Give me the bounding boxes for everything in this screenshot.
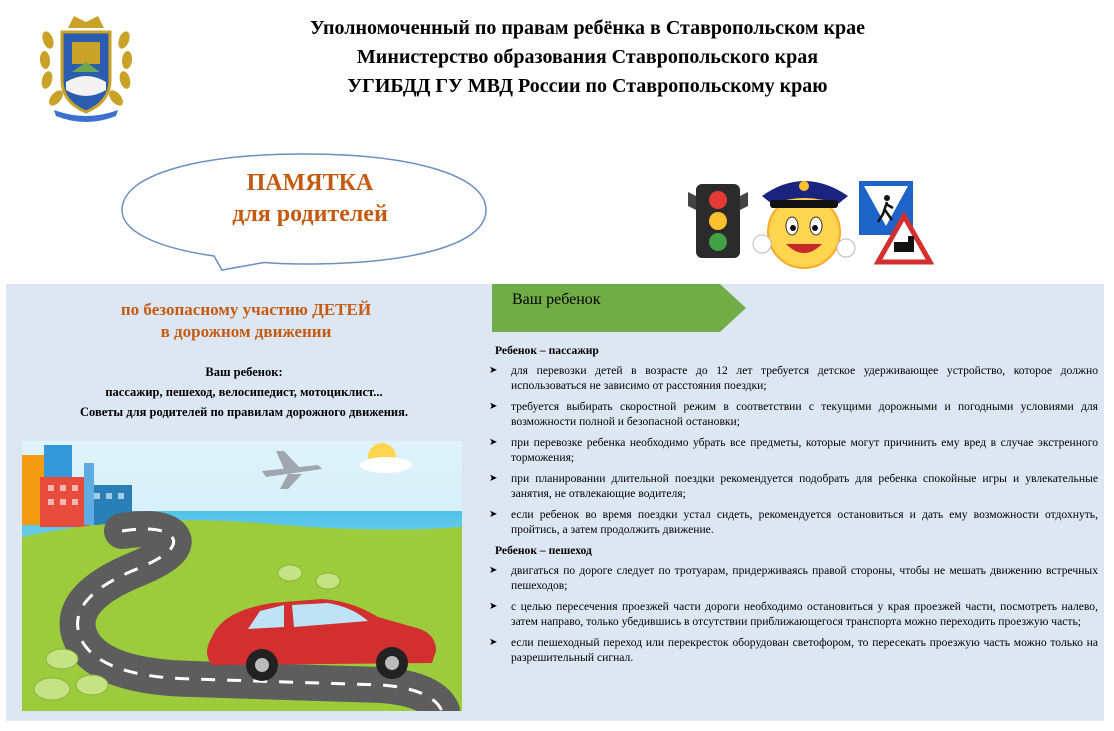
arrowhead-bullet-icon: ➤: [489, 601, 498, 612]
panel-subtitle-line2: в дорожном движении: [160, 322, 332, 341]
header-line-ombudsman: Уполномоченный по правам ребёнка в Ставропольском крае: [310, 17, 865, 39]
panel-intro-line1: Ваш ребенок:: [205, 365, 283, 379]
arrowhead-bullet-icon: ➤: [489, 473, 498, 484]
arrowhead-bullet-icon: ➤: [489, 637, 498, 648]
banner-label: Ваш ребенок: [512, 291, 601, 308]
arrowhead-bullet-icon: ➤: [489, 437, 498, 448]
arrowhead-bullet-icon: ➤: [489, 509, 498, 520]
list-item: ➤ двигаться по дороге следует по тротуарам, придерживаясь правой стороны, чтобы не мешать движению встречных пешеходов;: [489, 564, 1098, 592]
arrowhead-bullet-icon: ➤: [489, 565, 498, 576]
panel-intro-line3: Советы для родителей по правилам дорожного движения.: [79, 405, 409, 419]
list-item: ➤ при планировании длительной поездки рекомендуется подобрать для ребенка спокойные игры и увлекательные занятия, не отвлекающие водителя;: [489, 472, 1098, 500]
traffic-mascot-icon: [682, 170, 934, 270]
cloud-icon: [360, 457, 412, 473]
memo-title-line1: ПАМЯТКА: [246, 170, 374, 196]
header-line-traffic-police: УГИБДД ГУ МВД России по Ставропольскому краю: [347, 75, 828, 97]
list-item: ➤ с целью пересечения проезжей части дороги необходимо остановиться у края проезжей части, посмотреть налево, затем направо, только убедившись в отсутствии приближающегося транспорта можно переходить проезжую часть;: [489, 600, 1098, 628]
traffic-light-icon: [688, 184, 748, 258]
arrowhead-bullet-icon: ➤: [489, 365, 498, 376]
list-item: ➤ требуется выбирать скоростной режим в соответствии с текущими дорожными и погодными условиями для возможности полной и безопасной остановки;: [489, 400, 1098, 428]
rules-list: [487, 343, 1098, 671]
header-line-ministry: Министерство образования Ставропольского края: [356, 46, 819, 68]
header-organizations: [180, 14, 995, 101]
section-title-passenger: Ребенок – пассажир: [495, 344, 599, 357]
panel-intro-line2: пассажир, пешеход, велосипедист, мотоциклист...: [105, 385, 383, 399]
coat-of-arms-icon: [36, 10, 136, 122]
list-item: ➤ если пешеходный переход или перекресток оборудован светофором, то пересекать проезжую часть можно только на разрешительный сигнал.: [489, 636, 1098, 664]
smiley-police-icon: [753, 181, 855, 268]
arrowhead-bullet-icon: ➤: [489, 401, 498, 412]
road-illustration: [22, 441, 462, 711]
panel-subtitle-line1: по безопасному участию ДЕТЕЙ: [120, 300, 372, 319]
memo-title-line2: для родителей: [232, 201, 388, 227]
list-item: ➤ при перевозке ребенка необходимо убрать все предметы, которые могут причинить ему вред в случае экстренного торможения;: [489, 436, 1098, 464]
section-title-pedestrian: Ребенок – пешеход: [495, 544, 592, 557]
memo-title: [150, 168, 470, 230]
panel-subtitle: [96, 299, 396, 343]
list-item: ➤ для перевозки детей в возрасте до 12 лет требуется детское удерживающее устройство, которое должно использоваться не зависимо от расстояния поездки;: [489, 364, 1098, 392]
panel-intro: [44, 362, 444, 422]
list-item: ➤ если ребенок во время поездки устал сидеть, рекомендуется остановиться и дать ему возможности отдохнуть, пройтись, а затем продолжить движение.: [489, 508, 1098, 536]
